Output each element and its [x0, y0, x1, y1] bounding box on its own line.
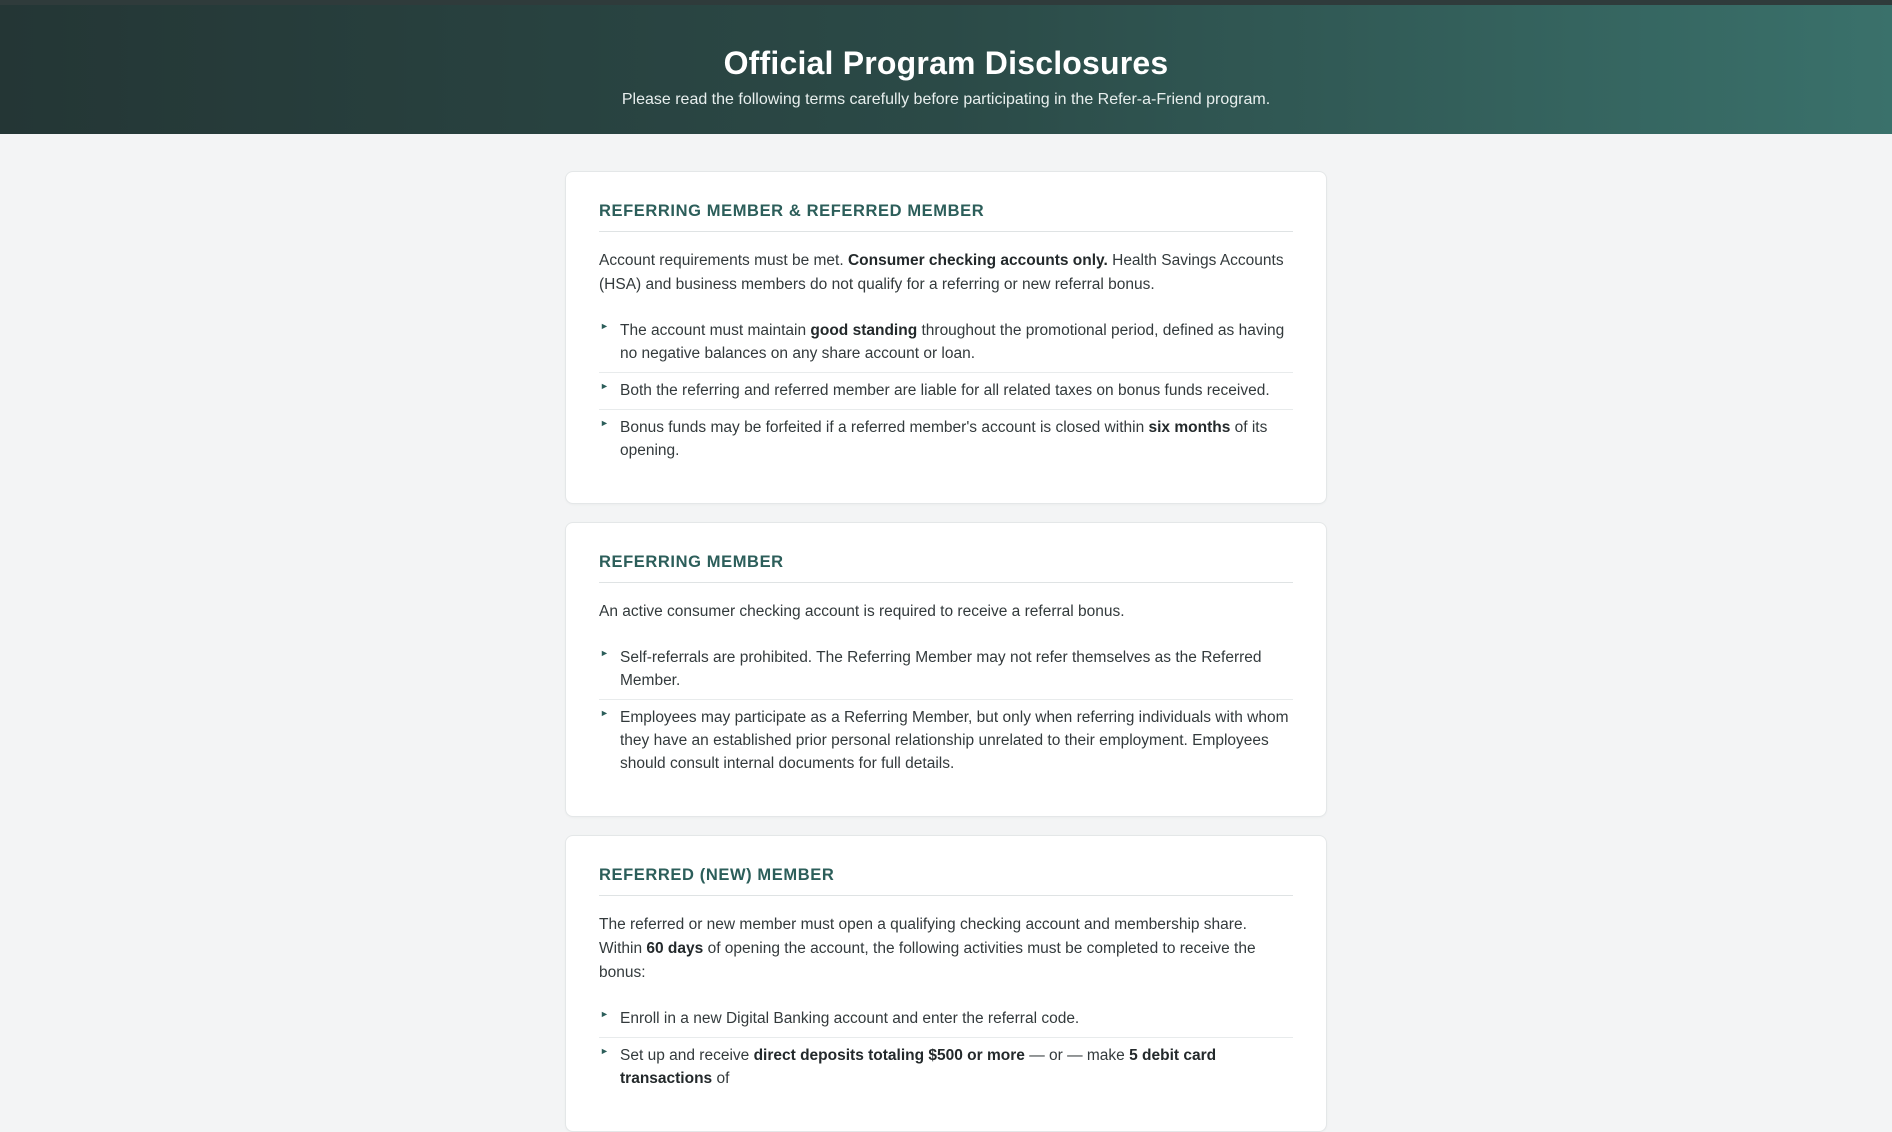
section-intro: An active consumer checking account is required to receive a referral bonus.	[599, 603, 1125, 620]
list-item	[599, 640, 1293, 700]
triangle-right-icon: ►	[600, 1046, 609, 1056]
terms-list	[599, 640, 1293, 782]
triangle-right-icon: ►	[600, 708, 609, 718]
list-item	[599, 313, 1293, 373]
page-subtitle: Please read the following terms carefully before participating in the Refer-a-Friend program.	[621, 91, 1271, 108]
emphasis-text: 5 debit card transactions	[620, 1047, 1217, 1087]
section-card-referring-and-referred	[565, 171, 1327, 504]
triangle-right-icon: ►	[600, 381, 609, 391]
list-item-text: Enroll in a new Digital Banking account and enter the referral code.	[620, 1010, 1080, 1027]
triangle-right-icon: ►	[600, 321, 609, 331]
list-item	[599, 700, 1293, 782]
emphasis-text: Consumer checking accounts only.	[847, 252, 1108, 269]
section-card-referring-member	[565, 522, 1327, 817]
list-item	[599, 1038, 1293, 1097]
list-item-text: Both the referring and referred member are liable for all related taxes on bonus funds received.	[620, 382, 1270, 399]
terms-list	[599, 1001, 1293, 1097]
emphasis-text: good standing	[810, 322, 918, 339]
list-item-text: Employees may participate as a Referring Member, but only when referring individuals with whom they have an established prior personal relationship unrelated to their employment. Employees should consult internal documents for full details.	[620, 709, 1289, 772]
page-header	[0, 5, 1892, 134]
triangle-right-icon: ►	[600, 418, 609, 428]
list-item-text: Self-referrals are prohibited. The Referring Member may not refer themselves as the Referred Member.	[620, 649, 1262, 689]
emphasis-text: six months	[1148, 419, 1231, 436]
list-item-text: The account must maintain good standing throughout the promotional period, defined as having no negative balances on any share account or loan.	[620, 322, 1285, 362]
emphasis-text: 60 days	[646, 940, 704, 957]
terms-list	[599, 313, 1293, 469]
list-item	[599, 1001, 1293, 1038]
triangle-right-icon: ►	[600, 1009, 609, 1019]
list-item	[599, 373, 1293, 410]
section-heading: REFERRED (NEW) MEMBER	[599, 866, 1293, 896]
triangle-right-icon: ►	[600, 648, 609, 658]
list-item	[599, 410, 1293, 469]
disclosures-content	[565, 171, 1327, 1132]
list-item-text: Bonus funds may be forfeited if a referred member's account is closed within six months of its opening.	[620, 419, 1268, 459]
section-heading: REFERRING MEMBER & REFERRED MEMBER	[599, 202, 1293, 232]
section-card-referred-new-member	[565, 835, 1327, 1132]
page-title: Official Program Disclosures	[723, 45, 1169, 81]
section-intro: Account requirements must be met. Consumer checking accounts only. Health Savings Accounts (HSA) and business members do not qualify for a referring or new referral bonus.	[599, 252, 1284, 293]
section-heading: REFERRING MEMBER	[599, 553, 1293, 583]
emphasis-text: direct deposits totaling $500 or more	[753, 1047, 1025, 1064]
section-intro: The referred or new member must open a qualifying checking account and membership share. Within 60 days of opening the account, the following activities must be completed to receive the bonus:	[599, 916, 1256, 981]
list-item-text: Set up and receive direct deposits totaling $500 or more — or — make 5 debit card transactions of	[620, 1047, 1217, 1087]
